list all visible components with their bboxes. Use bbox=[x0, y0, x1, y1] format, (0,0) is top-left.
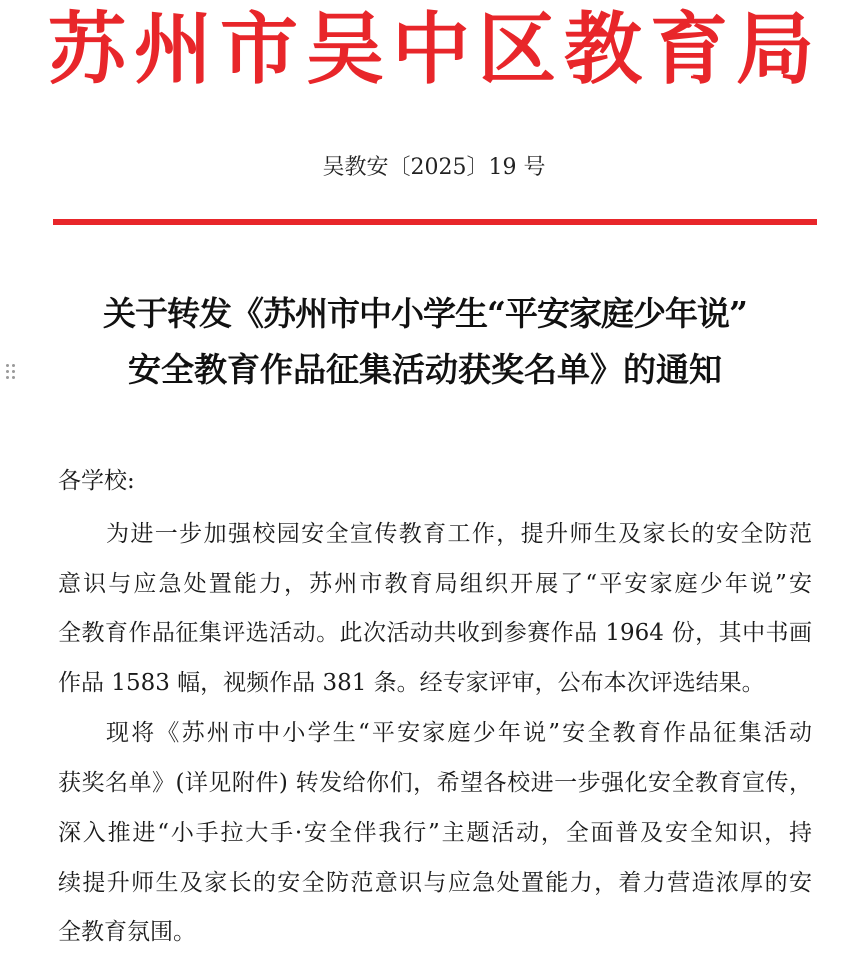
paragraph-1-line-4: 作品 1583 幅，视频作品 381 条。经专家评审，公布本次评选结果。 bbox=[58, 670, 765, 696]
paragraph-1-line-1: 为进一步加强校园安全宣传教育工作，提升师生及家长的安全防范 bbox=[106, 521, 812, 547]
paragraph-2-line-2: 获奖名单》(详见附件) 转发给你们，希望各校进一步强化安全教育宣传， bbox=[58, 770, 812, 796]
drag-handle-icon[interactable] bbox=[5, 363, 17, 381]
paragraph-2-line-5: 全教育氛围。 bbox=[58, 919, 196, 945]
salutation: 各学校: bbox=[58, 468, 135, 494]
paragraph-2-line-1: 现将《苏州市中小学生“平安家庭少年说”安全教育作品征集活动 bbox=[106, 720, 812, 746]
notice-title-line-1: 关于转发《苏州市中小学生“平安家庭少年说” bbox=[103, 294, 747, 333]
paragraph-2-line-3: 深入推进“小手拉大手·安全伴我行”主题活动，全面普及安全知识，持 bbox=[58, 820, 812, 846]
notice-title-line-2: 安全教育作品征集活动获奖名单》的通知 bbox=[128, 350, 722, 389]
issuing-authority-heading: 苏州市吴中区教育局 bbox=[47, 4, 822, 95]
document-number: 吴教安〔2025〕19 号 bbox=[322, 155, 546, 180]
paragraph-2-line-4: 续提升师生及家长的安全防范意识与应急处置能力，着力营造浓厚的安 bbox=[58, 870, 812, 896]
paragraph-1-line-2: 意识与应急处置能力，苏州市教育局组织开展了“平安家庭少年说”安 bbox=[58, 571, 812, 597]
red-separator-rule bbox=[53, 219, 817, 225]
paragraph-1-line-3: 全教育作品征集评选活动。此次活动共收到参赛作品 1964 份，其中书画 bbox=[58, 620, 812, 646]
